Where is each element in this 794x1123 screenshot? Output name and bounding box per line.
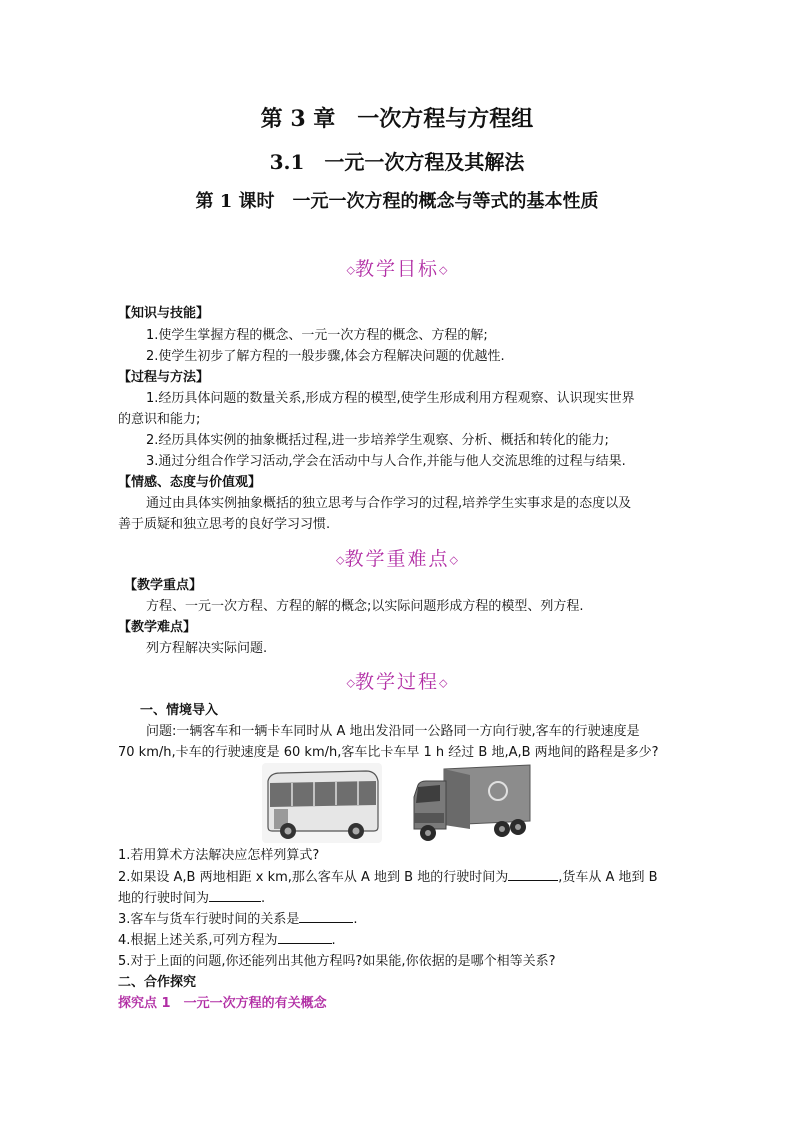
emotion-text-b: 善于质疑和独立思考的良好学习习惯. <box>118 517 331 532</box>
section-heading-keypoints: ◇教学重难点◇ <box>336 548 458 570</box>
diamond-icon: ◇ <box>439 676 448 690</box>
problem-text-a: 问题:一辆客车和一辆卡车同时从 A 地出发沿同一公路同一方向行驶,客车的行驶速度是 <box>146 724 640 739</box>
diamond-icon: ◇ <box>346 676 355 690</box>
answer-blank[interactable] <box>278 931 332 944</box>
knowledge-heading: 【知识与技能】 <box>118 306 210 321</box>
section-heading-process: ◇教学过程◇ <box>346 671 448 693</box>
explore-point-1: 探究点 1 一元一次方程的有关概念 <box>118 996 327 1011</box>
answer-blank[interactable] <box>299 910 353 923</box>
section-heading-goals: ◇教学目标◇ <box>346 258 448 280</box>
bus-icon <box>262 763 382 843</box>
problem-text-b: 70 km/h,卡车的行驶速度是 60 km/h,客车比卡车早 1 h 经过 B 地,A,B 两地间的路程是多少? <box>118 745 659 760</box>
question-1: 1.若用算术方法解决应怎样列算式? <box>118 848 320 863</box>
process-method-item-3: 3.通过分组合作学习活动,学会在活动中与人合作,并能与他人交流思维的过程与结果. <box>146 454 626 469</box>
question-5: 5.对于上面的问题,你还能列出其他方程吗?如果能,你依据的是哪个相等关系? <box>118 954 556 969</box>
chapter-title: 第 3 章 一次方程与方程组 <box>260 106 534 132</box>
question-4: 4.根据上述关系,可列方程为 . <box>118 933 336 948</box>
process-method-heading: 【过程与方法】 <box>118 370 210 385</box>
answer-blank[interactable] <box>508 868 558 881</box>
diamond-icon: ◇ <box>439 263 448 277</box>
key-point-heading: 【教学重点】 <box>124 578 203 593</box>
emotion-text-a: 通过由具体实例抽象概括的独立思考与合作学习的过程,培养学生实事求是的态度以及 <box>146 496 632 511</box>
answer-blank[interactable] <box>209 889 261 902</box>
section-title: 3.1 一元一次方程及其解法 <box>269 150 525 174</box>
bus-image <box>262 763 382 843</box>
step-heading-explore: 二、合作探究 <box>118 975 197 990</box>
knowledge-item-2: 2.使学生初步了解方程的一般步骤,体会方程解决问题的优越性. <box>146 349 505 364</box>
truck-icon <box>410 763 533 845</box>
truck-image <box>410 763 533 845</box>
question-2a: 2.如果设 A,B 两地相距 x km,那么客车从 A 地到 B 地的行驶时间为 ,货车从 A 地到 B <box>118 870 658 885</box>
question-2b: 地的行驶时间为 . <box>118 891 266 906</box>
diamond-icon: ◇ <box>336 553 345 567</box>
emotion-heading: 【情感、态度与价值观】 <box>118 475 262 490</box>
lesson-title: 第 1 课时 一元一次方程的概念与等式的基本性质 <box>195 191 599 212</box>
step-heading-intro: 一、情境导入 <box>140 703 219 718</box>
difficulty-heading: 【教学难点】 <box>118 620 197 635</box>
knowledge-item-1: 1.使学生掌握方程的概念、一元一次方程的概念、方程的解; <box>146 328 488 343</box>
process-method-item-1a: 1.经历具体问题的数量关系,形成方程的模型,使学生形成利用方程观察、认识现实世界 <box>146 391 635 406</box>
key-point-text: 方程、一元一次方程、方程的解的概念;以实际问题形成方程的模型、列方程. <box>146 599 584 614</box>
process-method-item-1b: 的意识和能力; <box>118 412 201 427</box>
difficulty-text: 列方程解决实际问题. <box>146 641 268 656</box>
diamond-icon: ◇ <box>346 263 355 277</box>
process-method-item-2: 2.经历具体实例的抽象概括过程,进一步培养学生观察、分析、概括和转化的能力; <box>146 433 609 448</box>
question-3: 3.客车与货车行驶时间的关系是 . <box>118 912 358 927</box>
diamond-icon: ◇ <box>449 553 458 567</box>
